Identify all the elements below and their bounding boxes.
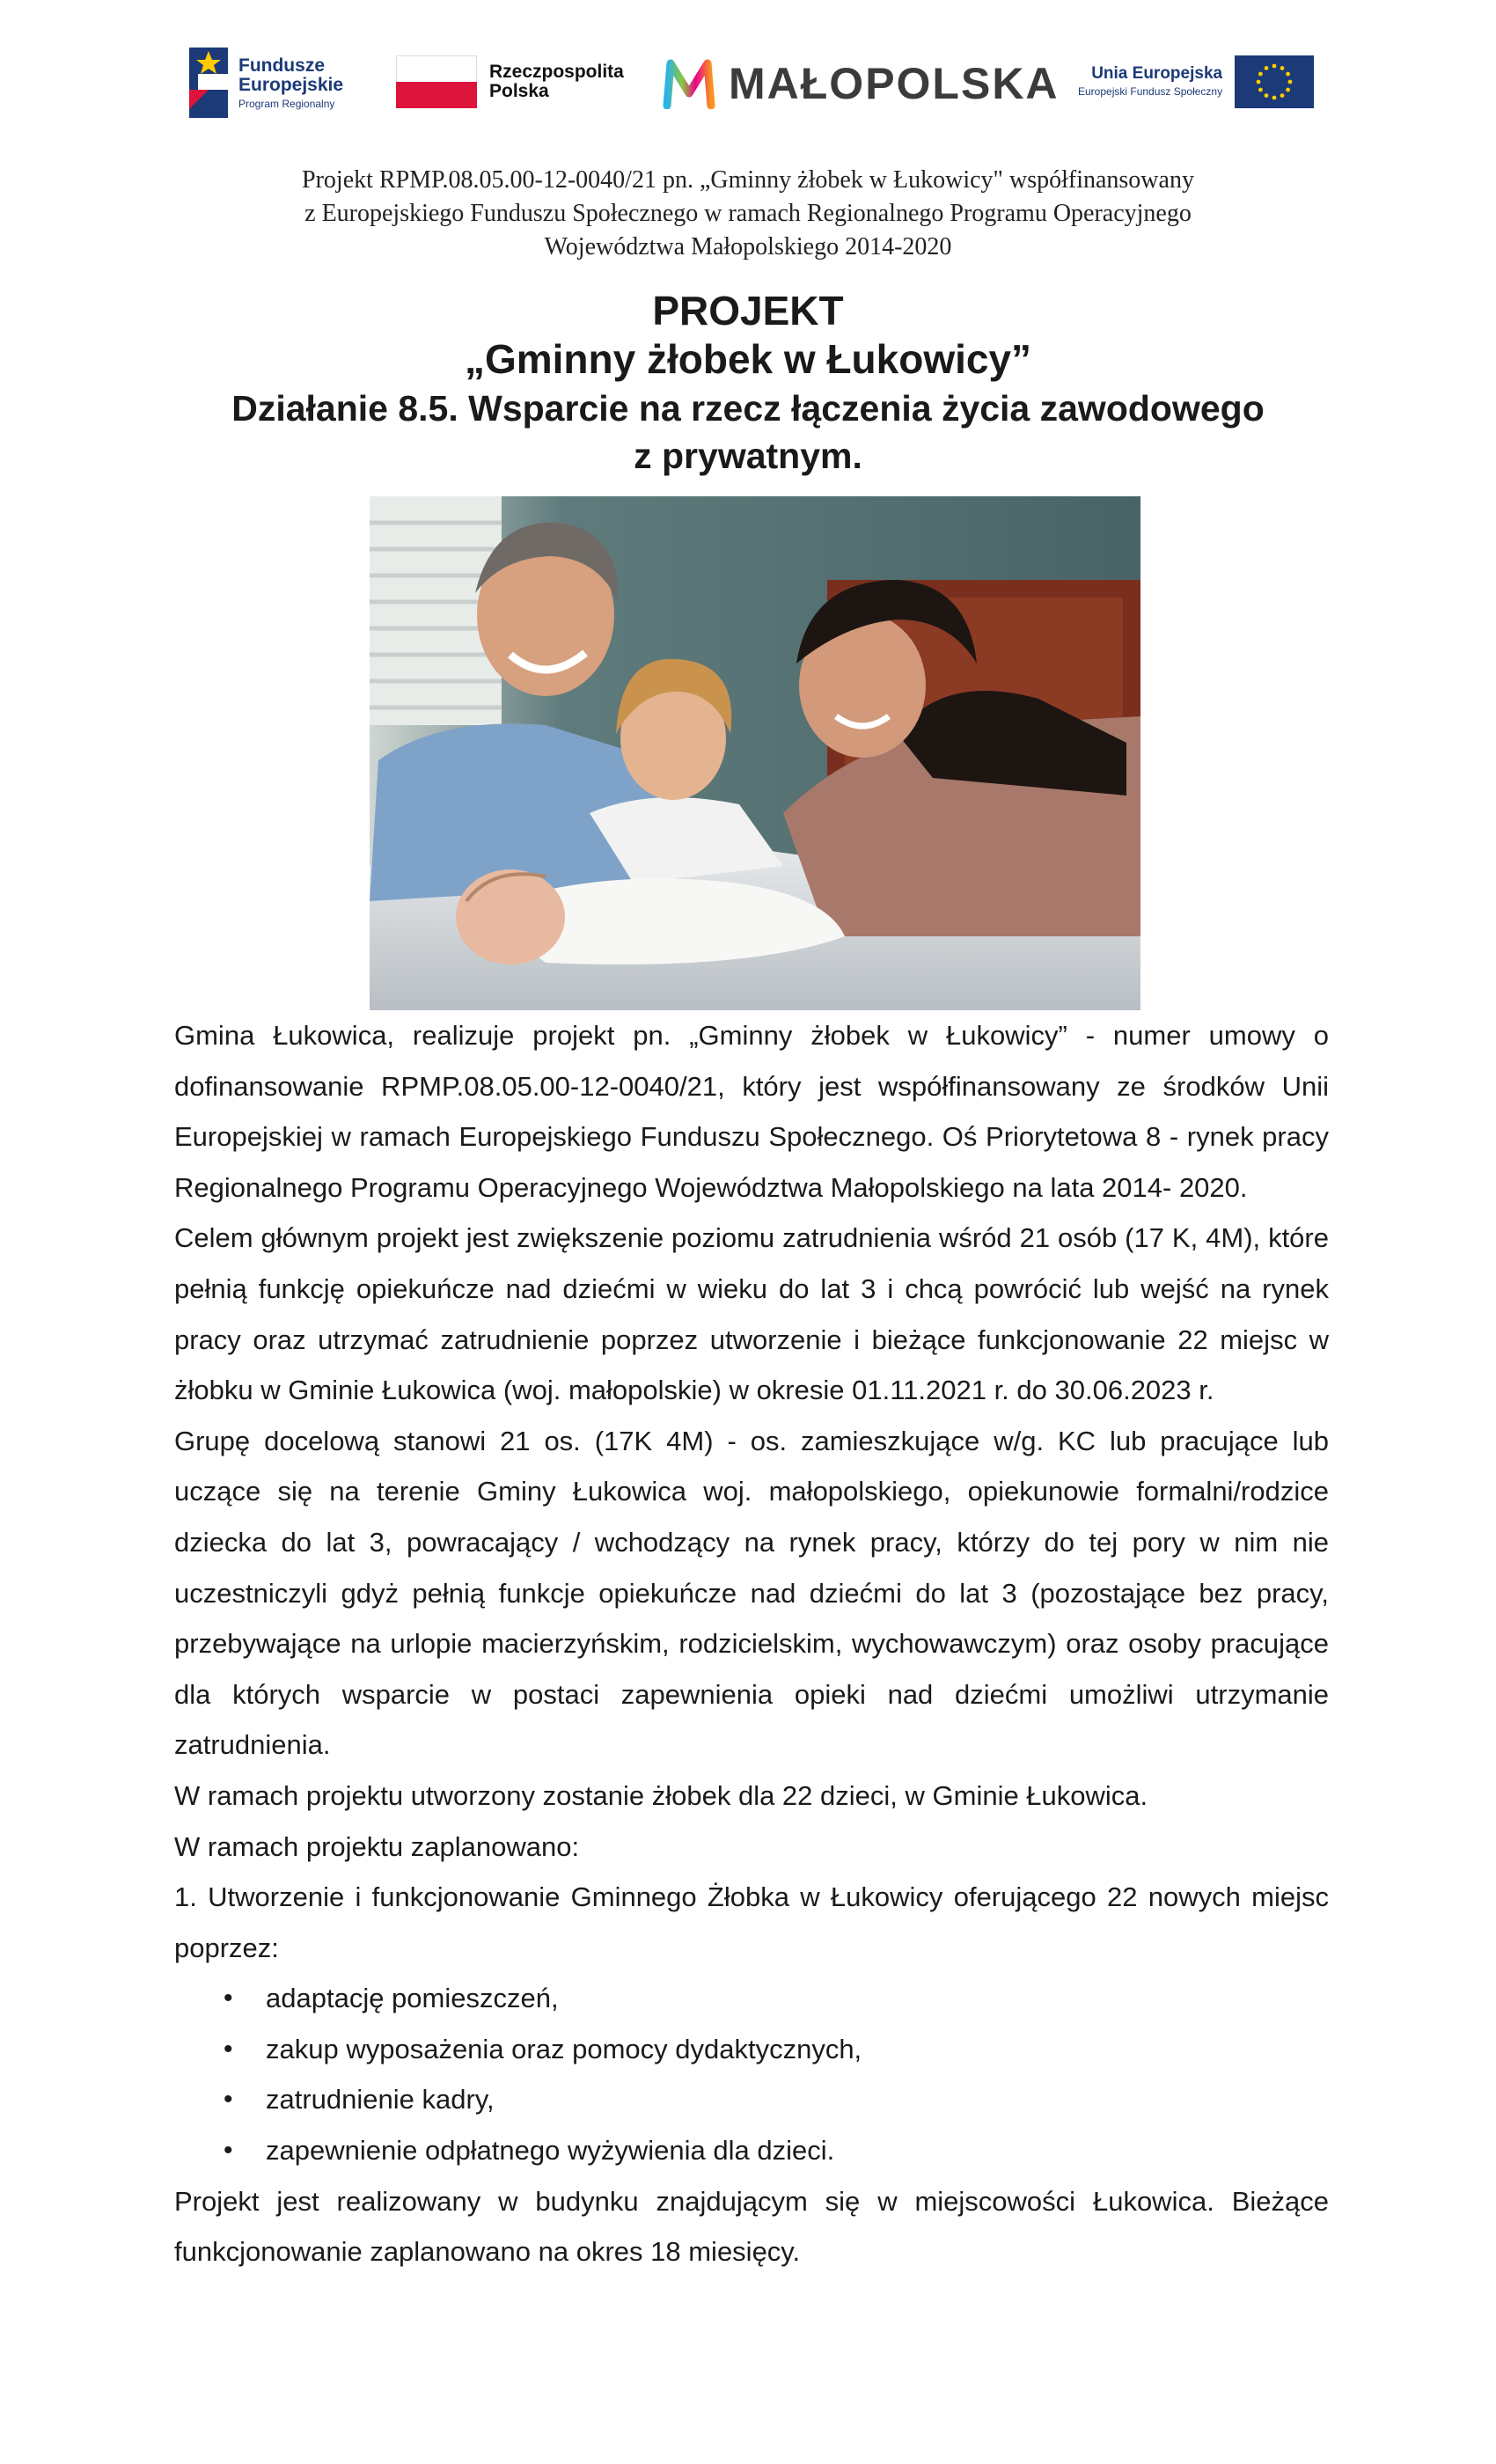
rzeczpospolita-logo [396, 53, 624, 111]
ue-line1: Unia Europejska [1091, 64, 1223, 84]
paragraph-nursery: W ramach projektu utworzony zostanie żłobek dla 22 dzieci, w Gminie Łukowica. [174, 1779, 1148, 1811]
fundusze-europejskie-icon [189, 48, 228, 118]
intro-line-3: Województwa Małopolskiego 2014-2020 [544, 233, 952, 260]
title-name: „Gminny żłobek w Łukowicy” [464, 336, 1032, 382]
malopolska-m-icon [662, 58, 716, 109]
paragraph-intro: Gmina Łukowica, realizuje projekt pn. „Gminny żłobek w Łukowicy” - numer umowy o dofinansowanie RPMP.08.05.00-12-0040/21, który jest współfinansowany ze środków Unii Europejskiej w ramach Europejskiego Funduszu Społecznego. Oś Priorytetowa 8 - rynek pracy Regionalnego Programu Operacyjnego Województwa Małopolskiego na lata 2014- 2020. [174, 1020, 1329, 1203]
bullet-list [174, 1973, 1329, 2175]
fundusze-line1: Fundusze [238, 55, 325, 76]
title-project: PROJEKT [652, 288, 844, 334]
ue-line2: Europejski Fundusz Społeczny [1078, 85, 1223, 99]
rzeczpospolita-line1: Rzeczpospolita [489, 61, 624, 82]
paragraph-item-1: 1. Utworzenie i funkcjonowanie Gminnego Żłobka w Łukowicy oferującego 22 nowych miejsc poprzez: [174, 1881, 1329, 1963]
logo-bar [0, 35, 1496, 132]
malopolska-logo [662, 53, 1060, 114]
list-item: • zakup wyposażenia oraz pomocy dydaktycznych, [174, 2024, 1329, 2075]
family-photo [370, 496, 1140, 1010]
fundusze-line2: Europejskie [238, 74, 344, 95]
paragraph-goal: Celem głównym projekt jest zwiększenie poziomu zatrudnienia wśród 21 osób (17 K, 4M), które pełnią funkcję opiekuńcze nad dziećmi w wieku do lat 3 i chcą powrócić lub wejść na rynek pracy oraz utrzymać zatrudnienie poprzez utworzenie i bieżące funkcjonowanie 22 miejsc w żłobku w Gminie Łukowica (woj. małopolskie) w okresie 01.11.2021 r. do 30.06.2023 r. [174, 1222, 1329, 1406]
paragraph-target-group: Grupę docelową stanowi 21 os. (17K 4M) - os. zamieszkujące w/g. KC lub pracujące lub uczące się na terenie Gminy Łukowica woj. małopolskiego, opiekunowie formalni/rodzice dziecka do lat 3, powracający / wchodzący na rynek pracy, którzy do tej pory w nim nie uczestniczyli gdyż pełnią funkcje opiekuńcze nad dziećmi do lat 3 (pozostające bez pracy, przebywające na urlopie macierzyńskim, rodzicielskim, wychowawczym) oraz osoby pracujące dla których wsparcie w postaci zapewnienia opieki nad dziećmi umożliwi utrzymanie zatrudnienia. [174, 1425, 1329, 1761]
rzeczpospolita-line2: Polska [489, 81, 549, 101]
list-item: • zatrudnienie kadry, [174, 2074, 1329, 2125]
list-item: • adaptację pomieszczeń, [174, 1973, 1329, 2024]
fundusze-line3: Program Regionalny [238, 97, 335, 110]
list-item: • zapewnienie odpłatnego wyżywienia dla dzieci. [174, 2125, 1329, 2176]
paragraph-planned: W ramach projektu zaplanowano: [174, 1830, 580, 1862]
malopolska-text: MAŁOPOLSKA [729, 59, 1060, 108]
family-photo-icon [370, 496, 1140, 1010]
body-text [174, 1010, 1329, 2277]
project-intro [158, 164, 1338, 264]
title-block [132, 287, 1364, 479]
paragraph-location: Projekt jest realizowany w budynku znajdującym się w miejscowości Łukowica. Bieżące funkcjonowanie zaplanowano na okres 18 miesięcy. [174, 2185, 1329, 2268]
unia-europejska-logo [1078, 49, 1314, 114]
intro-line-1: Projekt RPMP.08.05.00-12-0040/21 pn. „Gminny żłobek w Łukowicy" współfinansowany [302, 166, 1194, 194]
fundusze-europejskie-logo [189, 40, 343, 125]
polish-flag-icon [396, 55, 477, 108]
title-action-line2: z prywatnym. [634, 436, 862, 476]
intro-line-2: z Europejskiego Funduszu Społecznego w ramach Regionalnego Programu Operacyjnego [304, 200, 1192, 227]
eu-flag-icon [1235, 55, 1314, 108]
title-action-line1: Działanie 8.5. Wsparcie na rzecz łączenia życia zawodowego [231, 388, 1265, 429]
